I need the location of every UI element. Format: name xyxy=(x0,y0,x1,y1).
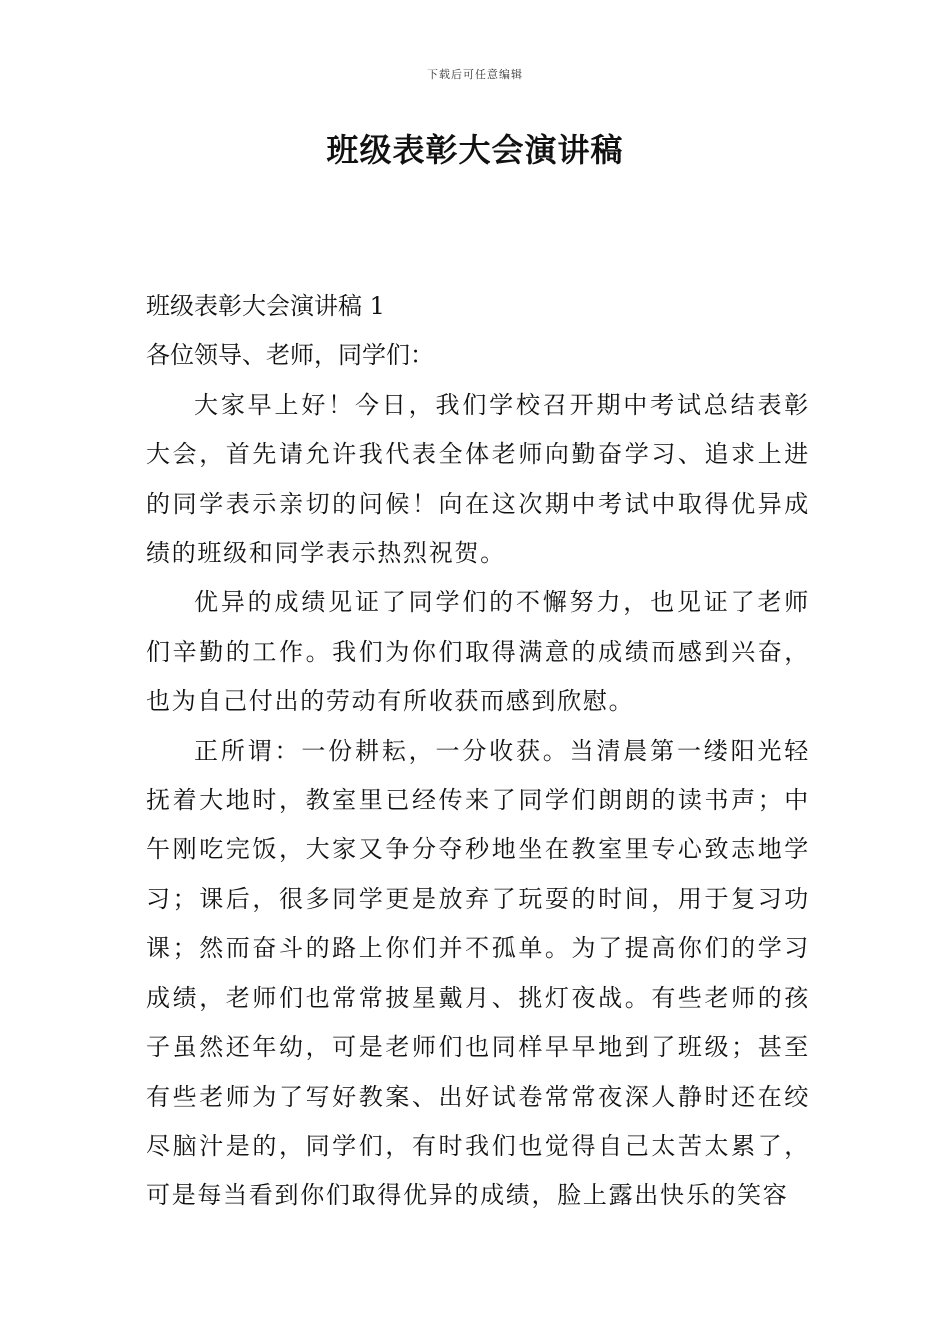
paragraph: 正所谓：一份耕耘，一分收获。当清晨第一缕阳光轻抚着大地时，教室里已经传来了同学们朗朗的读书声；中午刚吃完饭，大家又争分夺秒地坐在教室里专心致志地学习；课后，很多同学更是放弃了玩耍的时间，用于复习功课；然而奋斗的路上你们并不孤单。为了提高你们的学习成绩，老师们也常常披星戴月、挑灯夜战。有些老师的孩子虽然还年幼，可是老师们也同样早早地到了班级；甚至有些老师为了写好教案、出好试卷常常夜深人静时还在绞尽脑汁是的，同学们，有时我们也觉得自己太苦太累了，可是每当看到你们取得优异的成绩，脸上露出快乐的笑容 xyxy=(146,736,810,1210)
document-title: 班级表彰大会演讲稿 xyxy=(326,131,624,169)
header-note: 下载后可任意编辑 xyxy=(427,68,523,81)
paragraph: 大家早上好！今日，我们学校召开期中考试总结表彰大会，首先请允许我代表全体老师向勤奋学习、追求上进的同学表示亲切的问候！向在这次期中考试中取得优异成绩的班级和同学表示热烈祝贺。 xyxy=(146,390,810,568)
document-body xyxy=(146,282,810,1221)
paragraph: 优异的成绩见证了同学们的不懈努力，也见证了老师们辛勤的工作。我们为你们取得满意的成绩而感到兴奋，也为自己付出的劳动有所收获而感到欣慰。 xyxy=(146,588,810,716)
section-heading: 班级表彰大会演讲稿 1 xyxy=(146,292,385,320)
salutation: 各位领导、老师，同学们： xyxy=(146,341,434,370)
